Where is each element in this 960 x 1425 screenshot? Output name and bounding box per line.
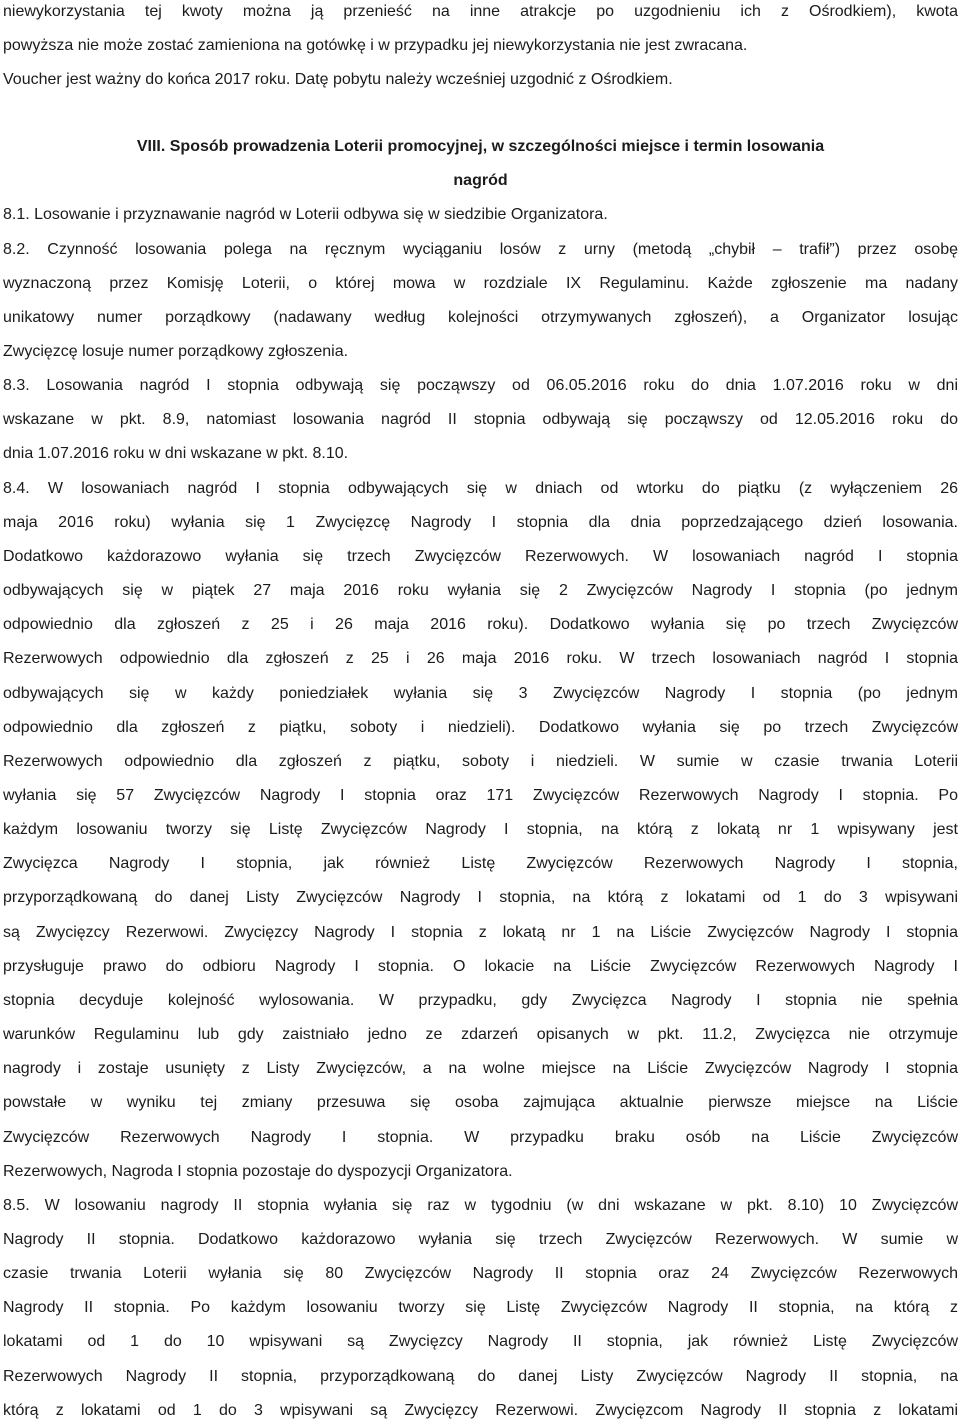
text-line: dnia 1.07.2016 roku w dni wskazane w pkt. 8.10. — [3, 445, 349, 462]
text-line: wyznaczoną przez Komisję Loterii, o której mowa w rozdziale IX Regulaminu. Każde zgłoszenie ma nadany — [3, 275, 958, 292]
text-line: powstałe w wyniku tej zmiany przesuwa się osoba zajmująca aktualnie pierwsze miejsce na Liście — [3, 1094, 958, 1111]
text-line: 8.3. Losowania nagród I stopnia odbywają się począwszy od 06.05.2016 roku do dnia 1.07.2016 roku w dni — [3, 377, 958, 394]
text-line: maja 2016 roku) wyłania się 1 Zwycięzcę Nagrody I stopnia dla dnia poprzedzającego dzień losowania. — [3, 514, 958, 531]
text-line: przyporządkowaną do danej Listy Zwycięzców Nagrody I stopnia, na którą z lokatami od 1 do 3 wpisywani — [3, 889, 958, 906]
text-line: są Zwycięzcy Rezerwowi. Zwycięzcy Nagrody I stopnia z lokatą nr 1 na Liście Zwycięzców Nagrody I stopnia — [3, 924, 958, 941]
text-line: lokatami od 1 do 10 wpisywani są Zwycięzcy Nagrody II stopnia, jak również Listę Zwycięzców — [3, 1333, 958, 1350]
text-line: Voucher jest ważny do końca 2017 roku. Datę pobytu należy wcześniej uzgodnić z Ośrodkiem. — [3, 71, 673, 88]
text-line: Dodatkowo każdorazowo wyłania się trzech Zwycięzców Rezerwowych. W losowaniach nagród I stopnia — [3, 548, 958, 565]
text-line: 8.4. W losowaniach nagród I stopnia odbywających się w dniach od wtorku do piątku (z wyłączeniem 26 — [3, 480, 958, 497]
text-line: czasie trwania Loterii wyłania się 80 Zwycięzców Nagrody II stopnia oraz 24 Zwycięzców Rezerwowych — [3, 1265, 958, 1282]
text-line: każdym losowaniu tworzy się Listę Zwycięzców Nagrody I stopnia, na którą z lokatą nr 1 wpisywany jest — [3, 821, 958, 838]
text-line: 8.1. Losowanie i przyznawanie nagród w Loterii odbywa się w siedzibie Organizatora. — [3, 206, 608, 223]
text-line: stopnia decyduje kolejność wylosowania. W przypadku, gdy Zwycięzca Nagrody I stopnia nie spełnia — [3, 992, 958, 1009]
text-line: którą z lokatami od 1 do 3 wpisywani są Zwycięzcy Rezerwowi. Zwycięzcom Nagrody II stopnia z lokatami — [3, 1402, 958, 1419]
text-line: Rezerwowych, Nagroda I stopnia pozostaje do dyspozycji Organizatora. — [3, 1163, 513, 1180]
text-line: Nagrody II stopnia. Dodatkowo każdorazowo wyłania się trzech Zwycięzców Rezerwowych. W sumie w — [3, 1231, 958, 1248]
text-line: Nagrody II stopnia. Po każdym losowaniu tworzy się Listę Zwycięzców Nagrody II stopnia, na którą z — [3, 1299, 958, 1316]
text-line: Zwycięzcę losuje numer porządkowy zgłoszenia. — [3, 343, 349, 360]
text-line: powyższa nie może zostać zamieniona na gotówkę i w przypadku jej niewykorzystania nie jest zwracana. — [3, 37, 748, 54]
text-line: odpowiednio dla zgłoszeń z 25 i 26 maja 2016 roku). Dodatkowo wyłania się po trzech Zwycięzców — [3, 616, 958, 633]
text-line: 8.5. W losowaniu nagrody II stopnia wyłania się raz w tygodniu (w dni wskazane w pkt. 8.10) 10 Zwycięzców — [3, 1197, 958, 1214]
text-line: Zwycięzca Nagrody I stopnia, jak również Listę Zwycięzców Rezerwowych Nagrody I stopnia, — [3, 855, 958, 872]
section-heading: VIII. Sposób prowadzenia Loterii promocyjnej, w szczególności miejsce i termin losowania — [136, 138, 825, 155]
text-line: Rezerwowych odpowiednio dla zgłoszeń z piątku, soboty i niedzieli. W sumie w czasie trwania Loterii — [3, 753, 958, 770]
text-line: Zwycięzców Rezerwowych Nagrody I stopnia. W przypadku braku osób na Liście Zwycięzców — [3, 1129, 958, 1146]
text-line: przysługuje prawo do odbioru Nagrody I stopnia. O lokacie na Liście Zwycięzców Rezerwowych Nagrody I — [3, 958, 958, 975]
text-line: Rezerwowych odpowiednio dla zgłoszeń z 25 i 26 maja 2016 roku. W trzech losowaniach nagród I stopnia — [3, 650, 958, 667]
text-line: 8.2. Czynność losowania polega na ręcznym wyciąganiu losów z urny (metodą „chybił – trafił”) przez osobę — [3, 241, 958, 258]
text-line: wyłania się 57 Zwycięzców Nagrody I stopnia oraz 171 Zwycięzców Rezerwowych Nagrody I stopnia. Po — [3, 787, 958, 804]
text-line: odbywających się w piątek 27 maja 2016 roku wyłania się 2 Zwycięzców Nagrody I stopnia (po jednym — [3, 582, 958, 599]
text-line: odbywających się w każdy poniedziałek wyłania się 3 Zwycięzców Nagrody I stopnia (po jednym — [3, 685, 958, 702]
text-line: nagrody i zostaje usunięty z Listy Zwycięzców, a na wolne miejsce na Liście Zwycięzców Nagrody I stopnia — [3, 1060, 958, 1077]
text-line: wskazane w pkt. 8.9, natomiast losowania nagród II stopnia odbywają się począwszy od 12.05.2016 roku do — [3, 411, 958, 428]
text-line: Rezerwowych Nagrody II stopnia, przyporządkowaną do danej Listy Zwycięzców Nagrody II stopnia, na — [3, 1368, 958, 1385]
text-line: niewykorzystania tej kwoty można ją przenieść na inne atrakcje po uzgodnieniu ich z Ośrodkiem), kwota — [3, 3, 958, 20]
text-line: warunków Regulaminu lub gdy zaistniało jedno ze zdarzeń opisanych w pkt. 11.2, Zwycięzca nie otrzymuje — [3, 1026, 958, 1043]
text-line: odpowiednio dla zgłoszeń z piątku, soboty i niedzieli). Dodatkowo wyłania się po trzech Zwycięzców — [3, 719, 958, 736]
text-line: unikatowy numer porządkowy (nadawany według kolejności otrzymywanych zgłoszeń), a Organizator losując — [3, 309, 958, 326]
section-heading: nagród — [453, 172, 508, 189]
